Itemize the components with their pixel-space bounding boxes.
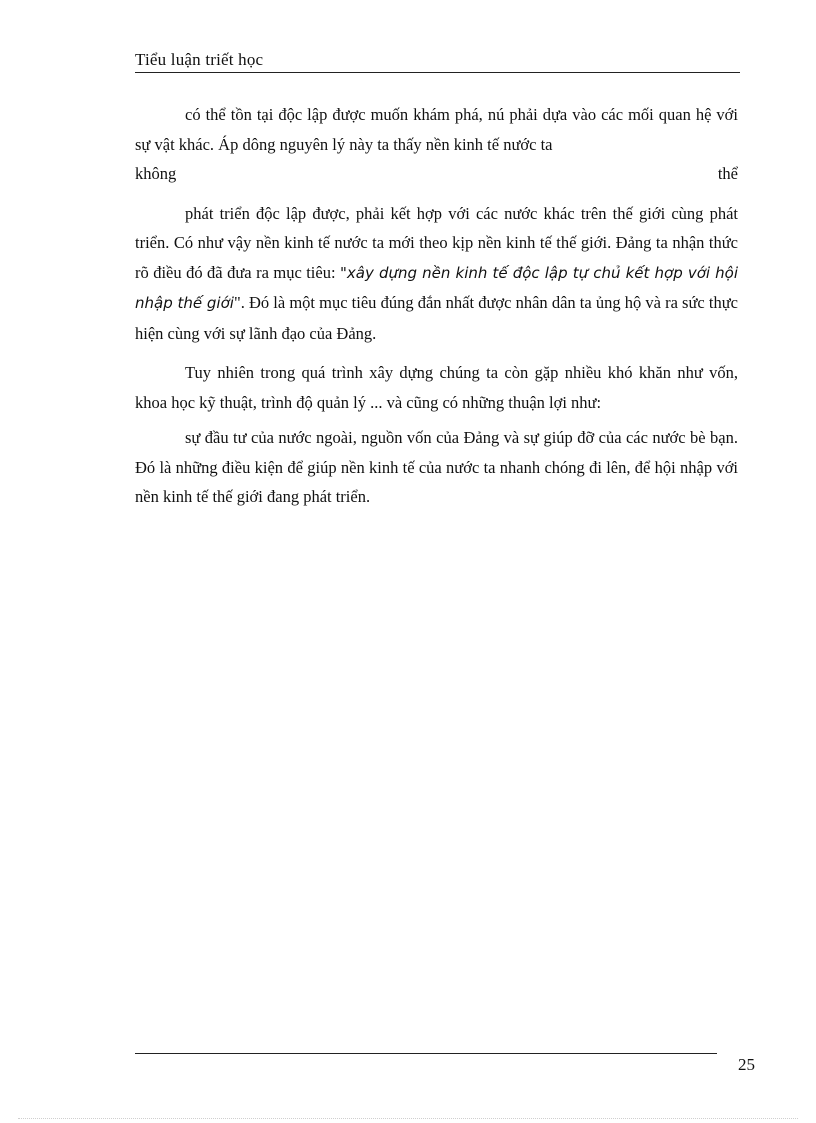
paragraph-2-text-end: ". Đó là một mục tiêu đúng đắn nhất được nhân dân ta ủng hộ và ra sức thực hiện cùng với sự lãnh đạo của Đảng. [135,293,738,343]
paragraph-2 [135,199,738,349]
page-header [135,48,740,73]
paragraph-3-text: Tuy nhiên trong quá trình xây dựng chúng ta còn gặp nhiều khó khăn như vốn, khoa học kỹ thuật, trình độ quản lý ... và cũng có những thuận lợi như: [135,363,738,412]
page-number: 25 [738,1055,755,1074]
paragraph-1-last-line [135,159,738,189]
paragraph-2-quote: "xây dựng nền kinh tế độc lập tự chủ kết hợp với hội nhập thế giới [135,263,739,312]
footer-rule [135,1053,717,1054]
paragraph-3 [135,358,738,417]
paragraph-1-last-left: không [135,164,177,183]
paragraph-2-text-start: phát triển độc lập được, phải kết hợp với các nước khác trên thế giới cùng phát triển. Có như vậy nền kinh tế nước ta mới theo kịp nền kinh tế thế giới. Đảng ta nhận thức rõ điều đó đã đưa ra mục tiêu: [135,203,738,282]
body-text [135,100,738,512]
paragraph-4-text: sự đầu tư của nước ngoài, nguồn vốn của Đảng và sự giúp đỡ của các nước bè bạn. Đó là những điều kiện để giúp nền kinh tế của nước ta nhanh chóng đi lên, để hội nhập với nền kinh tế thế giới đang phát triển. [135,428,738,506]
paragraph-1-text: có thể tồn tại độc lập được muốn khám phá, nú phải dựa vào các mối quan hệ với sự vật khác. Áp dông nguyên lý này ta thấy nền kinh tế nước ta [135,105,738,154]
page-bottom-edge [18,1118,798,1119]
header-title: Tiểu luận triết học [135,50,264,69]
paragraph-4 [135,423,738,512]
paragraph-1 [135,100,738,159]
paragraph-1-last-right: thể [717,164,738,183]
